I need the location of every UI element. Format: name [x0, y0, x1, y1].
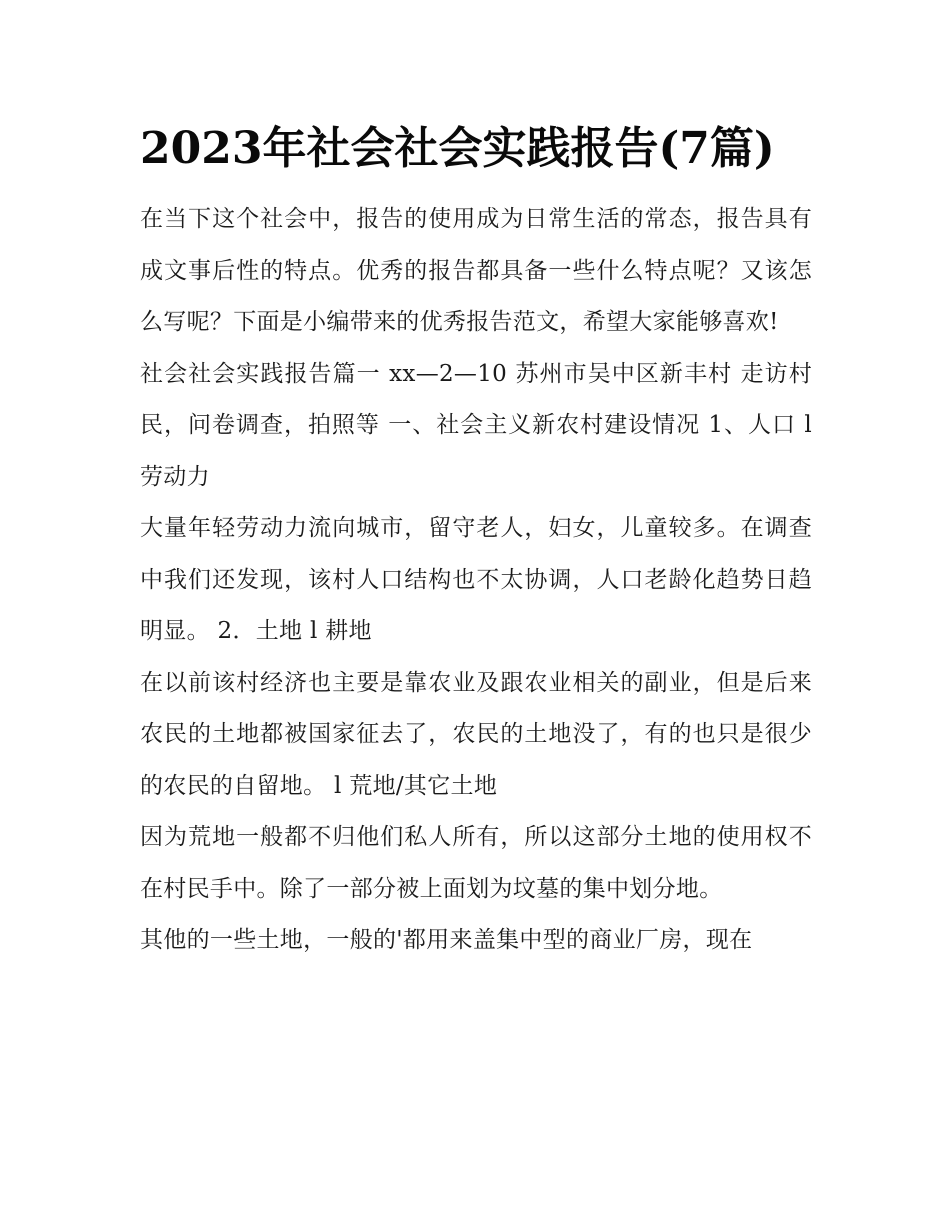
document-body [140, 118, 812, 967]
paragraph-farmland: 在以前该村经济也主要是靠农业及跟农业相关的副业，但是后来农民的土地都被国家征去了，农民的土地没了，有的也只是很少的农民的自留地。 l 荒地/其它土地 [140, 669, 812, 799]
paragraph-intro: 在当下这个社会中，报告的使用成为日常生活的常态，报告具有成文事后性的特点。优秀的报告都具备一些什么特点呢？又该怎么写呢？下面是小编带来的优秀报告范文，希望大家能够喜欢! [140, 206, 812, 335]
paragraph-report-header: 社会社会实践报告篇一 xx—2—10 苏州市吴中区新丰村 走访村民，问卷调查，拍照等 一、社会主义新农村建设情况 1、人口 l 劳动力 [140, 360, 812, 490]
document-title: 2023年社会社会实践报告(7篇) [140, 123, 775, 174]
paragraph-other-land: 其他的一些土地，一般的'都用来盖集中型的商业厂房，现在 [140, 927, 753, 953]
paragraph-wasteland: 因为荒地一般都不归他们私人所有，所以这部分土地的使用权不在村民手中。除了一部分被上面划为坟墓的集中划分地。 [140, 824, 812, 902]
paragraph-labor: 大量年轻劳动力流向城市，留守老人，妇女，儿童较多。在调查中我们还发现，该村人口结构也不太协调，人口老龄化趋势日趋明显。 2．土地 l 耕地 [140, 515, 812, 644]
